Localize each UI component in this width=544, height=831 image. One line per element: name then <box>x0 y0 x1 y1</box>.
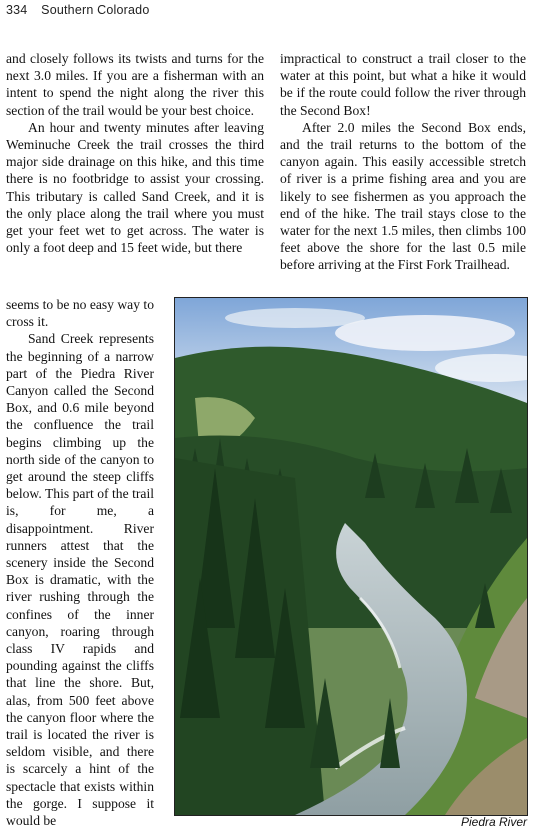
section-title: Southern Colorado <box>41 3 150 17</box>
river-photo-illustration <box>175 298 527 815</box>
right-column <box>280 50 526 274</box>
paragraph: Sand Creek represents the beginning of a narrow part of the Piedra River Canyon called the Second Box, and 0.6 mile beyond the confluence the trail begins climbing up the north side of the canyon to get around the steep cliffs below. This part of the trail is, for me, a disappointment. River runners attest that the scenery inside the Second Box is dramatic, with the river rushing through the confines of the inner canyon, roaring through class IV rapids and pounding against the cliffs that line the shore. But, alas, from 500 feet above the canyon floor where the trail is located the river is seldom visible, and there is scarcely a hint of the spectacle that exists within the gorge. I suppose it would be <box>6 331 154 829</box>
paragraph: An hour and twenty minutes after leaving Weminuche Creek the trail crosses the third major side drainage on this hike, and this time there is no footbridge to assist your crossing. This tributary is called Sand Creek, and it is the only place along the trail where you must get your feet wet to get across. The water is only a foot deep and 15 feet wide, but there <box>6 119 264 256</box>
left-column <box>6 50 264 256</box>
photo-caption: Piedra River <box>460 815 527 829</box>
narrow-column <box>6 296 154 829</box>
paragraph: After 2.0 miles the Second Box ends, and the trail returns to the bottom of the canyon again. This easily accessible stretch of river is a prime fishing area and you are likely to see fishermen as you approach the end of the hike. The trail stays close to the water for the next 1.5 miles, then climbs 100 feet above the shore for the last 0.5 mile before arriving at the First Fork Trailhead. <box>280 119 526 273</box>
river-photo <box>174 297 528 816</box>
running-header <box>6 3 150 17</box>
paragraph: and closely follows its twists and turns for the next 3.0 miles. If you are a fisherman with an intent to spend the night along the river this section of the trail would be your best choice. <box>6 51 264 118</box>
page-number: 334 <box>6 3 28 17</box>
paragraph: seems to be no easy way to cross it. <box>6 297 154 330</box>
paragraph: impractical to construct a trail closer to the water at this point, but what a hike it would be if the route could follow the river through the Second Box! <box>280 51 526 118</box>
